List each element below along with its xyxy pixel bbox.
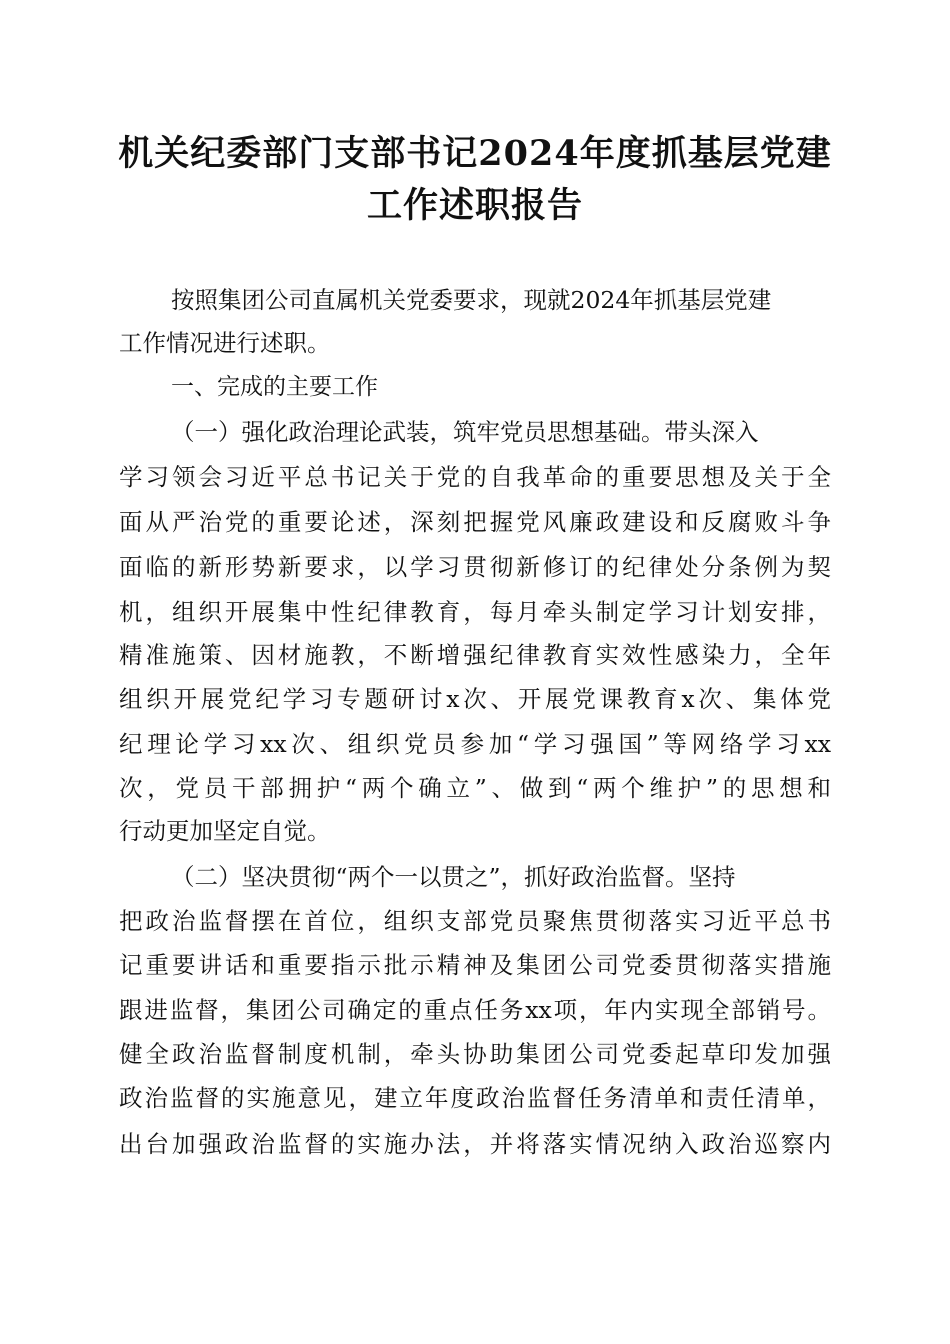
paragraph-line: （二）坚决贯彻“两个一以贯之”，抓好政治监督。坚持 [171,863,736,891]
paragraph-line: 政治监督的实施意见，建立年度政治监督任务清单和责任清单， [119,1084,831,1112]
paragraph-line: 健全政治监督制度机制，牵头协助集团公司党委起草印发加强 [119,1040,831,1068]
document-title [100,128,850,232]
paragraph-line: 纪理论学习xx次、组织党员参加“学习强国”等网络学习xx [119,730,831,758]
paragraph-line: 面从严治党的重要论述，深刻把握党风廉政建设和反腐败斗争 [119,508,831,536]
paragraph-line: 跟进监督，集团公司确定的重点任务xx项，年内实现全部销号。 [119,996,831,1024]
title-line-2: 工作述职报告 [366,185,583,226]
paragraph-line: 出台加强政治监督的实施办法，并将落实情况纳入政治巡察内 [119,1130,831,1158]
paragraph-line: 记重要讲话和重要指示批示精神及集团公司党委贯彻落实措施 [119,951,831,979]
section-heading: 一、完成的主要工作 [171,374,378,400]
paragraph-line: 工作情况进行述职。 [119,329,331,357]
paragraph-line: 次，党员干部拥护“两个确立”、做到“两个维护”的思想和 [119,774,831,802]
paragraph-line: （一）强化政治理论武装，筑牢党员思想基础。带头深入 [171,418,759,446]
paragraph-line: 机，组织开展集中性纪律教育，每月牵头制定学习计划安排， [119,598,831,626]
paragraph-line: 精准施策、因材施教，不断增强纪律教育实效性感染力，全年 [119,641,831,669]
paragraph-line: 按照集团公司直属机关党委要求，现就2024年抓基层党建 [171,286,772,314]
paragraph-line: 面临的新形势新要求，以学习贯彻新修订的纪律处分条例为契 [119,553,831,581]
paragraph-line: 组织开展党纪学习专题研讨x次、开展党课教育x次、集体党 [119,685,831,713]
paragraph-line: 学习领会习近平总书记关于党的自我革命的重要思想及关于全 [119,463,831,491]
paragraph-line: 行动更加坚定自觉。 [119,817,331,845]
title-line-1: 机关纪委部门支部书记2024年度抓基层党建 [118,133,832,174]
paragraph-line: 把政治监督摆在首位，组织支部党员聚焦贯彻落实习近平总书 [119,907,831,935]
